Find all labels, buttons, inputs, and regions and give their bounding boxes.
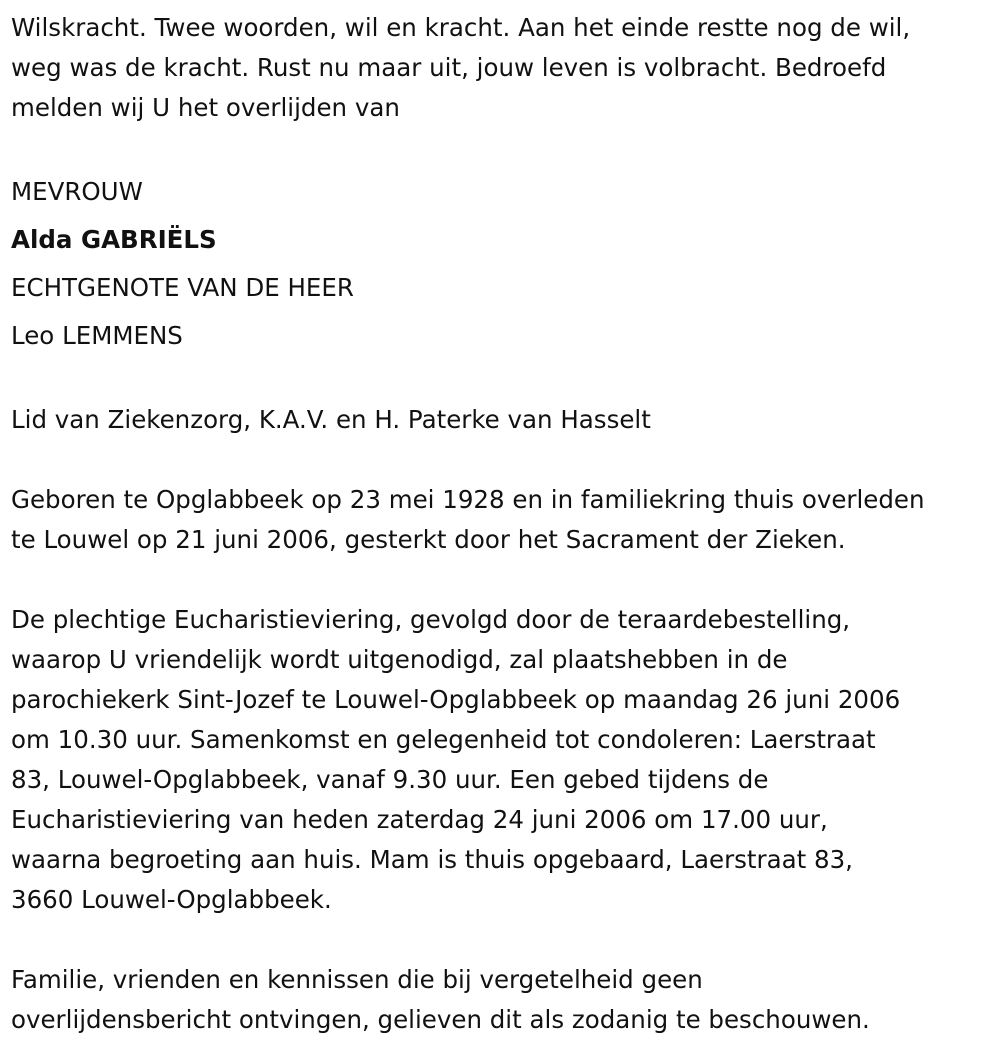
intro-line: Wilskracht. Twee woorden, wil en kracht. Aan het einde restte nog de wil, [11, 13, 911, 42]
ceremony-paragraph [11, 600, 996, 920]
spacer [11, 360, 996, 400]
ceremony-line: waarop U vriendelijk wordt uitgenodigd, zal plaatshebben in de [11, 645, 788, 674]
spacer [11, 920, 996, 960]
closing-line: Familie, vrienden en kennissen die bij vergetelheid geen [11, 965, 703, 994]
deceased-title: MEVROUW [11, 177, 143, 206]
ceremony-line: om 10.30 uur. Samenkomst en gelegenheid tot condoleren: Laerstraat [11, 725, 876, 754]
deceased-name: Alda GABRIËLS [11, 225, 217, 254]
deceased-block [11, 168, 996, 360]
obituary-text [11, 8, 996, 1040]
ceremony-line: 83, Louwel-Opglabbeek, vanaf 9.30 uur. Een gebed tijdens de [11, 765, 769, 794]
deceased-relation: ECHTGENOTE VAN DE HEER [11, 273, 354, 302]
ceremony-line: Eucharistieviering van heden zaterdag 24 juni 2006 om 17.00 uur, [11, 805, 828, 834]
spacer [11, 128, 996, 168]
ceremony-line: 3660 Louwel-Opglabbeek. [11, 885, 332, 914]
birth-death-line: Geboren te Opglabbeek op 23 mei 1928 en in familiekring thuis overleden [11, 485, 925, 514]
closing-line: overlijdensbericht ontvingen, gelieven dit als zodanig te beschouwen. [11, 1005, 870, 1034]
closing-paragraph [11, 960, 996, 1040]
intro-paragraph [11, 8, 996, 128]
intro-line: melden wij U het overlijden van [11, 93, 400, 122]
birth-death-line: te Louwel op 21 juni 2006, gesterkt door het Sacrament der Zieken. [11, 525, 846, 554]
spacer [11, 440, 996, 480]
membership-paragraph [11, 400, 996, 440]
ceremony-line: waarna begroeting aan huis. Mam is thuis opgebaard, Laerstraat 83, [11, 845, 853, 874]
membership-line: Lid van Ziekenzorg, K.A.V. en H. Paterke van Hasselt [11, 405, 651, 434]
birth-death-paragraph [11, 480, 996, 560]
spacer [11, 560, 996, 600]
spouse-name: Leo LEMMENS [11, 321, 183, 350]
ceremony-line: De plechtige Eucharistieviering, gevolgd door de teraardebestelling, [11, 605, 851, 634]
ceremony-line: parochiekerk Sint-Jozef te Louwel-Opglabbeek op maandag 26 juni 2006 [11, 685, 901, 714]
intro-line: weg was de kracht. Rust nu maar uit, jouw leven is volbracht. Bedroefd [11, 53, 887, 82]
